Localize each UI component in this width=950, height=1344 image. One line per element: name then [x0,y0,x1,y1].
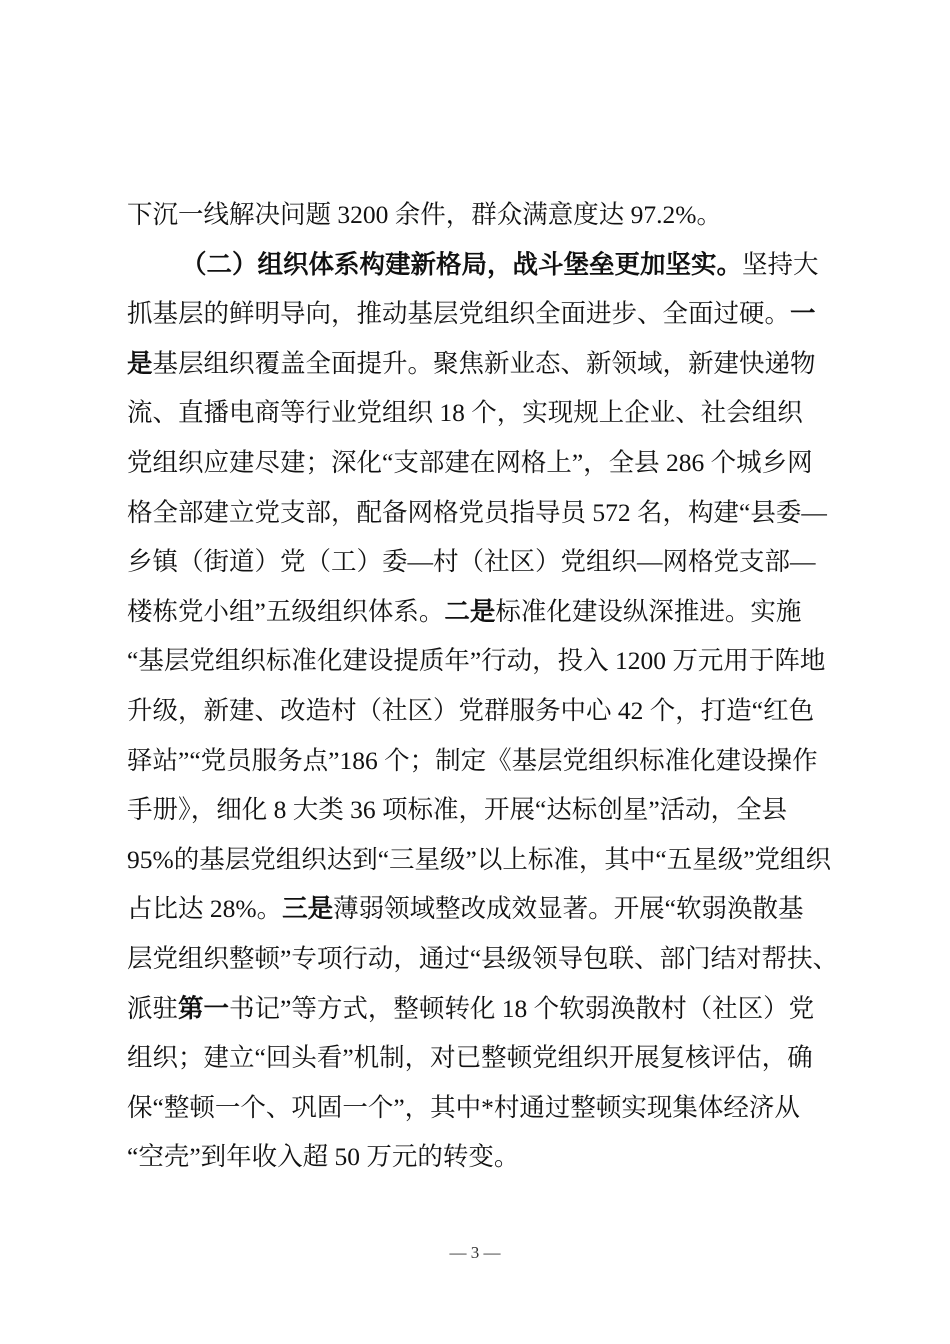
text-run: 薄弱领域整改成效显著。开展“软弱涣散基 [333,894,804,924]
bold-text: 是 [127,348,153,379]
text-run: 下沉一线解决问题 3200 余件，群众满意度达 97.2%。 [127,200,722,229]
text-run: 基层组织覆盖全面提升。聚焦新业态、新领域，新建快递物 [152,348,816,378]
text-line [127,934,839,984]
text-run: 抓基层的鲜明导向，推动基层党组织全面进步、全面过硬。 [127,299,791,329]
text-line [127,438,827,488]
text-line [127,636,827,686]
bold-text: （二）组织体系构建新格局，战斗堡垒更加坚实。 [181,249,743,280]
text-run: 升级，新建、改造村（社区）党群服务中心 42 个，打造“红色 [127,695,815,725]
text-run: 保“整顿一个、巩固一个”，其中*村通过整顿实现集体经济从 [127,1092,800,1122]
text-run: “空壳”到年收入超 50 万元的转变。 [127,1142,520,1172]
bold-text: 第一 [178,993,230,1024]
text-run: 党组织应建尽建；深化“支部建在网格上”，全县 286 个城乡网 [127,447,813,477]
text-run: 标准化建设纵深推进。实施 [495,596,802,626]
text-line [127,1132,827,1182]
text-run: 楼栋党小组”五级组织体系。 [127,596,445,626]
text-run: 流、直播电商等行业党组织 18 个，实现规上企业、社会组织 [127,398,803,428]
text-run: 书记”等方式，整顿转化 18 个软弱涣散村（社区）党 [229,993,815,1023]
text-line [127,537,827,587]
text-line [127,884,827,934]
text-line [127,388,827,438]
text-run: 乡镇（街道）党（工）委—村（社区）党组织—网格党支部— [127,547,816,577]
bold-text: 三是 [282,894,334,925]
text-line [127,240,827,290]
text-line [127,736,827,786]
text-run: 层党组织整顿”专项行动，通过“县级领导包联、部门结对帮扶、 [127,943,839,973]
document-body [127,190,839,1182]
text-line [127,339,827,389]
text-run: 手册》，细化 8 大类 36 项标准，开展“达标创星”活动，全县 [127,795,788,825]
text-line [127,835,832,885]
text-run: 组织；建立“回头看”机制，对已整顿党组织开展复核评估，确 [127,1043,813,1073]
text-line [127,289,827,339]
text-line [127,785,827,835]
text-run: 占比达 28%。 [127,894,283,924]
text-line [127,488,827,538]
page-number: — 3 — [449,1243,501,1262]
bold-text: 二是 [444,596,496,627]
bold-text: 一 [790,299,816,330]
text-run: “基层党组织标准化建设提质年”行动，投入 1200 万元用于阵地 [127,646,826,676]
text-line [127,587,827,637]
text-run: 派驻 [127,993,179,1023]
text-run: 95%的基层党组织达到“三星级”以上标准，其中“五星级”党组织 [127,844,832,874]
text-line [127,190,827,240]
text-line [127,1033,827,1083]
text-run: 格全部建立党支部，配备网格党员指导员 572 名，构建“县委— [127,497,827,527]
text-run: 驿站”“党员服务点”186 个；制定《基层党组织标准化建设操作 [127,745,818,775]
text-line [127,686,827,736]
text-line [127,984,827,1034]
text-run: 坚持大 [742,249,819,279]
text-line [127,1083,827,1133]
